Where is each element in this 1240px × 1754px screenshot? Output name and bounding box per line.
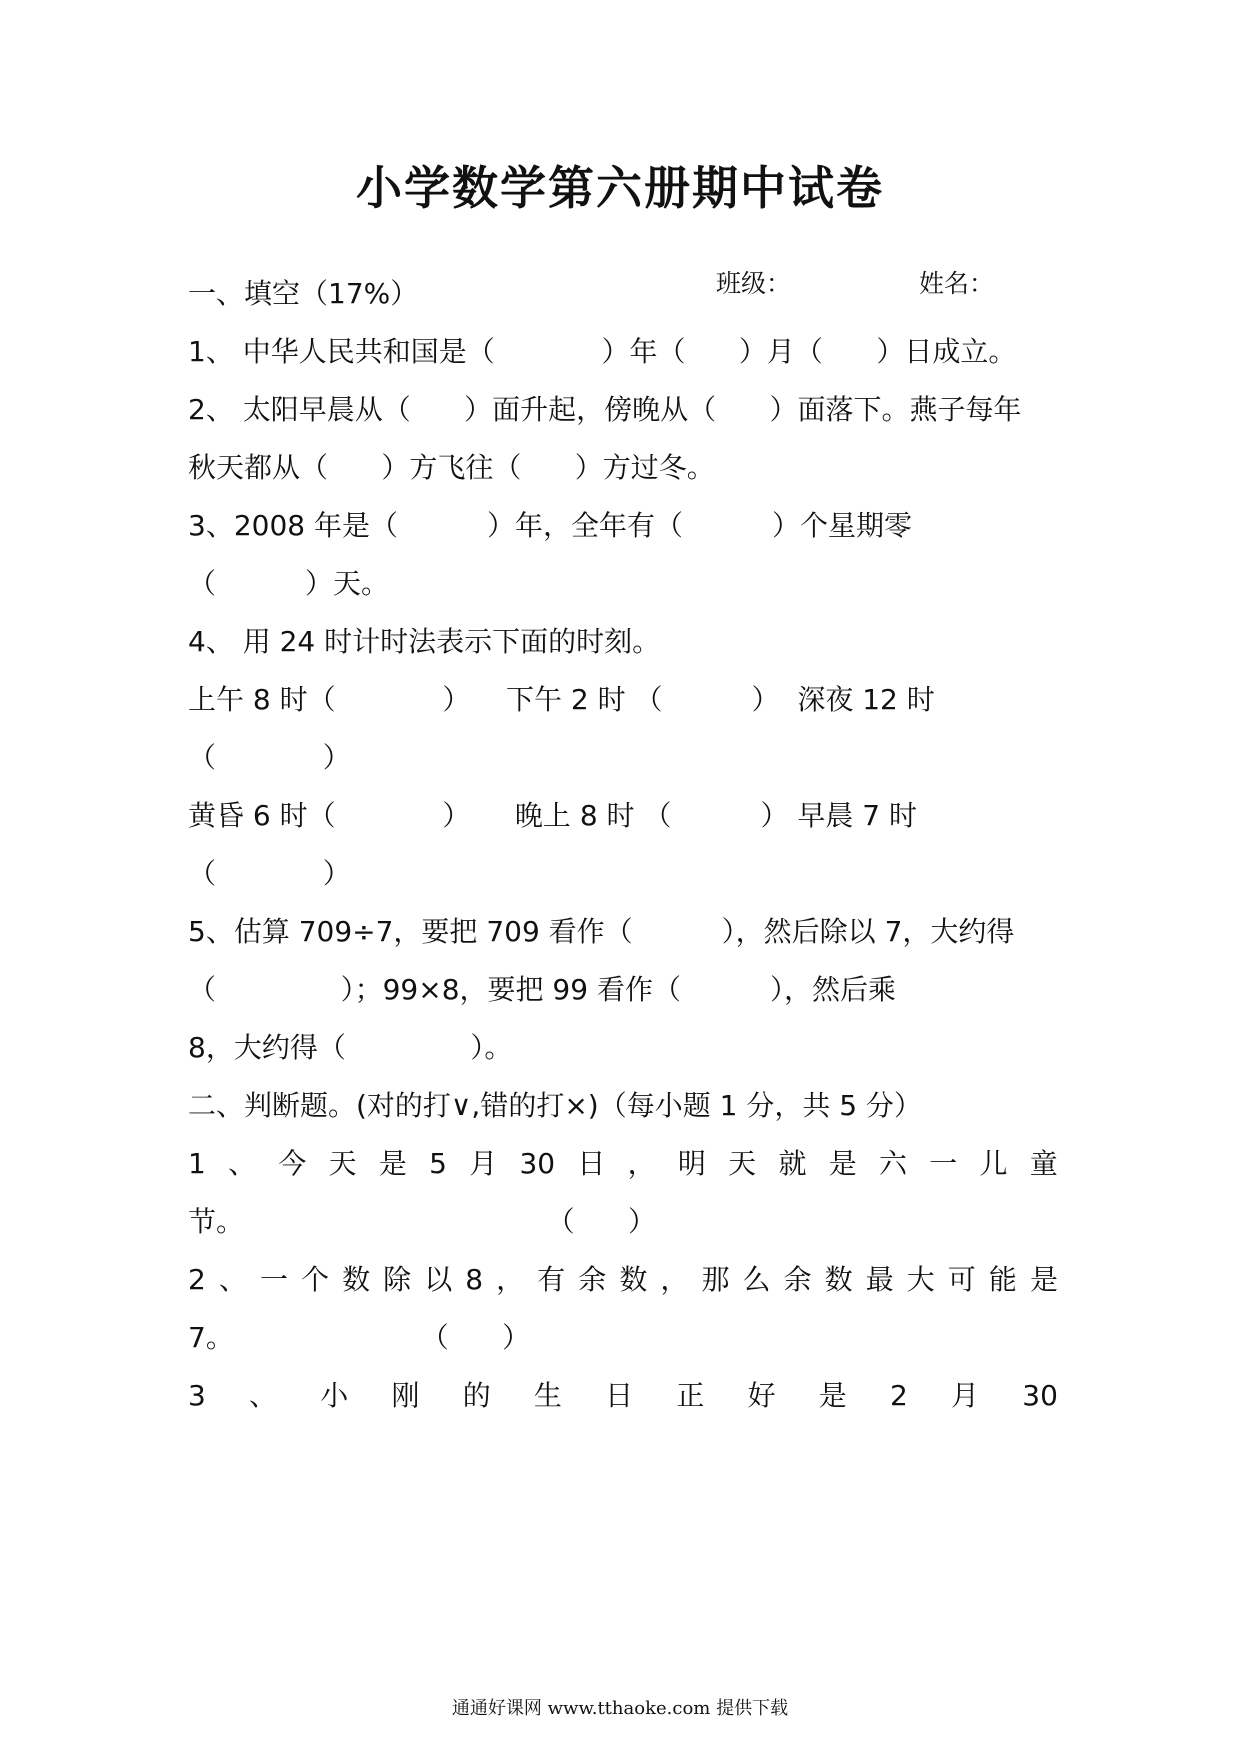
spaced-char: 数 — [619, 1263, 648, 1296]
spaced-char: 以 — [424, 1263, 453, 1296]
spaced-char: 么 — [742, 1263, 771, 1296]
spaced-char: 除 — [383, 1263, 412, 1296]
fill-line: （ ） — [188, 857, 351, 890]
judge-q1-tail: 节。 （ ） — [188, 1205, 657, 1238]
fill-line: 秋天都从（ ）方飞往（ ）方过冬。 — [188, 451, 715, 484]
spaced-char: 1 — [188, 1147, 206, 1180]
judge-q1-line — [188, 1144, 1058, 1184]
spaced-char: 正 — [676, 1379, 705, 1412]
spaced-char: 余 — [578, 1263, 607, 1296]
fill-line: 2、 太阳早晨从（ ）面升起，傍晚从（ ）面落下。燕子每年 — [188, 393, 1022, 426]
section2-heading: 二、判断题。(对的打∨,错的打×)（每小题 1 分，共 5 分） — [188, 1089, 922, 1122]
fill-line: 1、 中华人民共和国是（ ）年（ ）月（ ）日成立。 — [188, 335, 1017, 368]
spaced-char: 日 — [577, 1147, 606, 1180]
spaced-char: 、 — [228, 1147, 257, 1180]
spaced-char: 明 — [677, 1147, 706, 1180]
spaced-char: 六 — [878, 1147, 907, 1180]
spaced-char: 30 — [519, 1147, 556, 1180]
fill-line: 5、估算 709÷7，要把 709 看作（ ），然后除以 7，大约得 — [188, 915, 1015, 948]
spaced-char: 今 — [278, 1147, 307, 1180]
fill-line: 4、 用 24 时计时法表示下面的时刻。 — [188, 625, 661, 658]
spaced-char: 是 — [818, 1379, 847, 1412]
judge-q3-line — [188, 1376, 1058, 1416]
spaced-char: 最 — [865, 1263, 894, 1296]
spaced-char: 是 — [378, 1147, 407, 1180]
spaced-char: 30 — [1022, 1379, 1058, 1412]
spaced-char: 数 — [824, 1263, 853, 1296]
spaced-char: 儿 — [979, 1147, 1008, 1180]
spaced-char: 是 — [828, 1147, 857, 1180]
spaced-char: 是 — [1029, 1263, 1058, 1296]
spaced-char: 有 — [537, 1263, 566, 1296]
spaced-char: 就 — [778, 1147, 807, 1180]
spaced-char: 生 — [533, 1379, 562, 1412]
spaced-char: 那 — [701, 1263, 730, 1296]
fill-line: （ ） — [188, 741, 351, 774]
spaced-char: 5 — [429, 1147, 447, 1180]
page-title: 小学数学第六册期中试卷 — [356, 161, 884, 215]
spaced-char: 一 — [929, 1147, 958, 1180]
spaced-char: ， — [496, 1263, 525, 1296]
spaced-char: 、 — [249, 1379, 278, 1412]
spaced-char: 3 — [188, 1379, 206, 1412]
spaced-char: 天 — [328, 1147, 357, 1180]
spaced-char: 一 — [259, 1263, 288, 1296]
fill-line: 黄昏 6 时（ ） 晚上 8 时 （ ） 早晨 7 时 — [188, 799, 917, 832]
spaced-char: 刚 — [391, 1379, 420, 1412]
fill-line: 8，大约得（ ）。 — [188, 1031, 513, 1064]
spaced-char: 好 — [747, 1379, 776, 1412]
spaced-char: 童 — [1029, 1147, 1058, 1180]
spaced-char: ， — [660, 1263, 689, 1296]
spaced-char: 小 — [320, 1379, 349, 1412]
fill-line: 3、2008 年是（ ）年，全年有（ ）个星期零 — [188, 509, 912, 542]
spaced-char: 月 — [951, 1379, 980, 1412]
fill-line: （ ）天。 — [188, 567, 390, 600]
spaced-char: 2 — [188, 1263, 206, 1296]
fill-line: （ ）；99×8，要把 99 看作（ ），然后乘 — [188, 973, 896, 1006]
spaced-char: 余 — [783, 1263, 812, 1296]
spaced-char: 的 — [462, 1379, 491, 1412]
spaced-char: 个 — [301, 1263, 330, 1296]
spaced-char: 天 — [728, 1147, 757, 1180]
section1-heading: 一、填空（17%） — [188, 277, 419, 310]
class-label: 班级： — [716, 269, 792, 298]
spaced-char: 可 — [947, 1263, 976, 1296]
spaced-char: 能 — [988, 1263, 1017, 1296]
spaced-char: 大 — [906, 1263, 935, 1296]
spaced-char: 月 — [469, 1147, 498, 1180]
spaced-char: 日 — [605, 1379, 634, 1412]
spaced-char: 2 — [890, 1379, 908, 1412]
fill-line: 上午 8 时（ ） 下午 2 时 （ ） 深夜 12 时 — [188, 683, 935, 716]
footer-source: 通通好课网 www.tthaoke.com 提供下载 — [451, 1698, 789, 1719]
name-label: 姓名： — [919, 269, 995, 298]
judge-q2-tail: 7。 （ ） — [188, 1321, 531, 1354]
judge-q2-line — [188, 1260, 1058, 1300]
spaced-char: 数 — [342, 1263, 371, 1296]
spaced-char: 8 — [465, 1263, 484, 1296]
spaced-char: ， — [627, 1147, 656, 1180]
spaced-char: 、 — [218, 1263, 247, 1296]
